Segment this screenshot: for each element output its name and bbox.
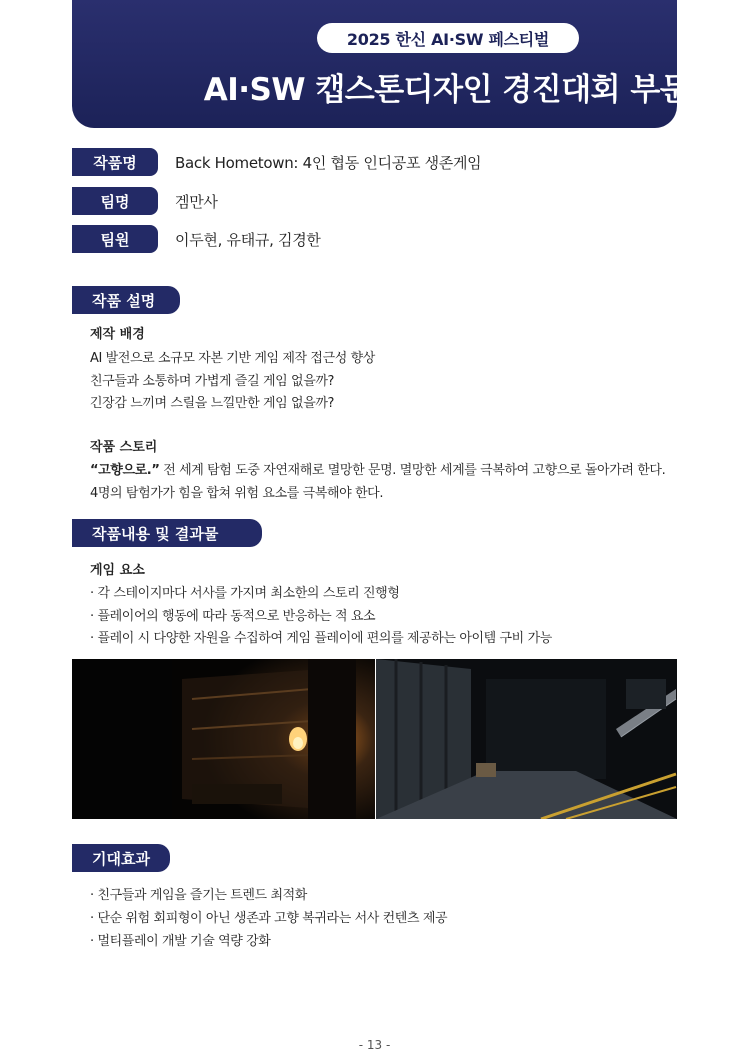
- description-section-label: 작품 설명: [72, 286, 180, 314]
- page-title: AI·SW 캡스톤디자인 경진대회 부문: [203, 72, 690, 108]
- effects-section-label: 기대효과: [72, 844, 170, 872]
- story-quote: “고향으로.”: [90, 463, 160, 478]
- effect-item: · 멀티플레이 개발 기술 역량 강화: [90, 934, 271, 949]
- story-heading: 작품 스토리: [90, 440, 158, 455]
- effect-item: · 친구들과 게임을 즐기는 트렌드 최적화: [90, 888, 307, 903]
- page-number: - 13 -: [358, 1038, 391, 1052]
- background-heading: 제작 배경: [90, 327, 145, 342]
- story-line: [90, 459, 665, 478]
- game-screenshot-cave: [72, 659, 375, 819]
- team-name-value: 겜만사: [175, 193, 218, 211]
- background-line: 친구들과 소통하며 가볍게 즐길 게임 없을까?: [90, 374, 335, 389]
- festival-badge: 2025 한신 AI·SW 페스티벌: [317, 23, 579, 53]
- game-element-item: · 플레이어의 행동에 따라 동적으로 반응하는 적 요소: [90, 609, 376, 624]
- work-name-value: Back Hometown: 4인 협동 인디공포 생존게임: [175, 154, 482, 172]
- effect-item: · 단순 위험 회피형이 아닌 생존과 고향 복귀라는 서사 컨텐츠 제공: [90, 911, 448, 926]
- game-screenshot-warehouse: [376, 659, 677, 819]
- story-line-text: 전 세계 탐험 도중 자연재해로 멸망한 문명. 멸망한 세계를 극복하여 고향으로 돌아가려 한다.: [159, 463, 666, 478]
- content-section-label: 작품내용 및 결과물: [72, 519, 262, 547]
- game-element-item: · 각 스테이지마다 서사를 가지며 최소한의 스토리 진행형: [90, 586, 400, 601]
- background-line: AI 발전으로 소규모 자본 기반 게임 제작 접근성 향상: [90, 351, 375, 366]
- background-line: 긴장감 느끼며 스릴을 느낄만한 게임 없을까?: [90, 396, 335, 411]
- story-line: 4명의 탐험가가 힘을 합쳐 위험 요소를 극복해야 한다.: [90, 486, 384, 501]
- team-members-label: 팀원: [72, 225, 158, 253]
- team-name-label: 팀명: [72, 187, 158, 215]
- work-name-label: 작품명: [72, 148, 158, 176]
- game-element-item: · 플레이 시 다양한 자원을 수집하여 게임 플레이에 편의를 제공하는 아이템 구비 가능: [90, 631, 552, 646]
- team-members-value: 이두현, 유태규, 김경한: [175, 231, 321, 249]
- game-elements-heading: 게임 요소: [90, 563, 145, 578]
- page-header: [72, 0, 690, 128]
